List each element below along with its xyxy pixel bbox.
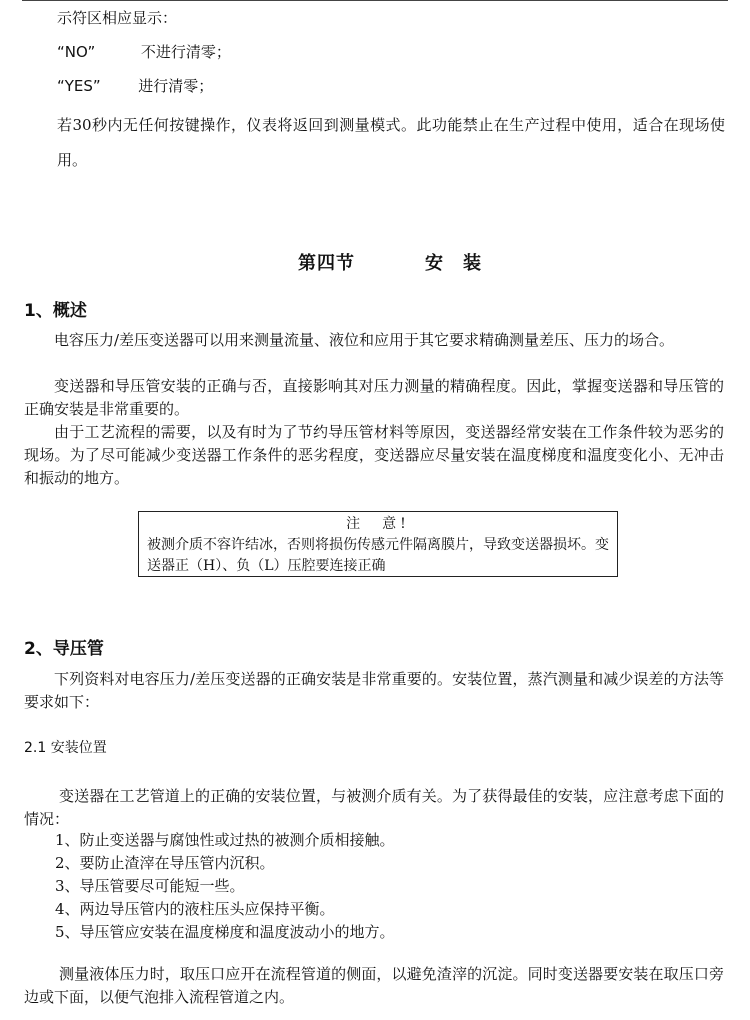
overview-paragraph-2: 变送器和导压管安装的正确与否，直接影响其对压力测量的精确程度。因此，掌握变送器和导压管的正确安装是非常重要的。 [24, 377, 724, 418]
overview-paragraph-1: 电容压力/差压变送器可以用来测量流量、液位和应用于其它要求精确测量差压、压力的场合。 [54, 331, 675, 349]
pipe-paragraph-2: 变送器在工艺管道上的正确的安装位置，与被测介质有关。为了获得最佳的安装，应注意考虑下面的情况： [24, 787, 724, 828]
intro-paragraph: 若30秒内无任何按键操作，仪表将返回到测量模式。此功能禁止在生产过程中使用，适合在现场使用。 [57, 116, 725, 169]
pipe-paragraph-1: 下列资料对电容压力/差压变送器的正确安装是非常重要的。安装位置，蒸汽测量和减少误差的方法等要求如下： [24, 670, 724, 711]
intro-line: 示符区相应显示： [57, 9, 178, 27]
page-top-rule [22, 0, 728, 1]
option-no [57, 42, 231, 62]
option-yes [57, 76, 213, 96]
notice-title: 注 意! [346, 516, 410, 532]
overview-heading: 1、概述 [24, 301, 87, 321]
list-item: 1、防止变送器与腐蚀性或过热的被测介质相接触。 [55, 831, 395, 849]
pipe-heading: 2、导压管 [24, 639, 104, 659]
option-yes-key: “YES” [57, 77, 101, 95]
overview-paragraph-3: 由于工艺流程的需要，以及有时为了节约导压管材料等原因，变送器经常安装在工作条件较为恶劣的现场。为了尽可能减少变送器工作条件的恶劣程度，变送器应尽量安装在温度梯度和温度变化小、无冲击和振动的地方。 [24, 423, 724, 487]
notice-text: 被测介质不容许结冰，否则将损伤传感元件隔离膜片，导致变送器损坏。变送器正（H）、负（L）压腔要连接正确 [147, 537, 609, 574]
section-title-left: 第四节 [298, 253, 355, 274]
sub-heading-install-position: 2.1 安装位置 [24, 740, 107, 756]
list-item: 2、要防止渣滓在导压管内沉积。 [55, 854, 275, 872]
notice-box [138, 511, 618, 577]
option-no-key: “NO” [57, 43, 96, 61]
section-title-right: 安 装 [425, 253, 482, 274]
list-item: 4、两边导压管内的液柱压头应保持平衡。 [55, 900, 335, 918]
list-item: 5、导压管应安装在温度梯度和温度波动小的地方。 [55, 923, 395, 941]
list-item: 3、导压管要尽可能短一些。 [55, 877, 245, 895]
option-yes-text: 进行清零； [138, 77, 214, 95]
option-no-text: 不进行清零； [140, 43, 231, 61]
pipe-paragraph-3: 测量液体压力时，取压口应开在流程管道的侧面，以避免渣滓的沉淀。同时变送器要安装在取压口旁边或下面，以便气泡排入流程管道之内。 [24, 965, 724, 1006]
section-title [298, 249, 482, 275]
